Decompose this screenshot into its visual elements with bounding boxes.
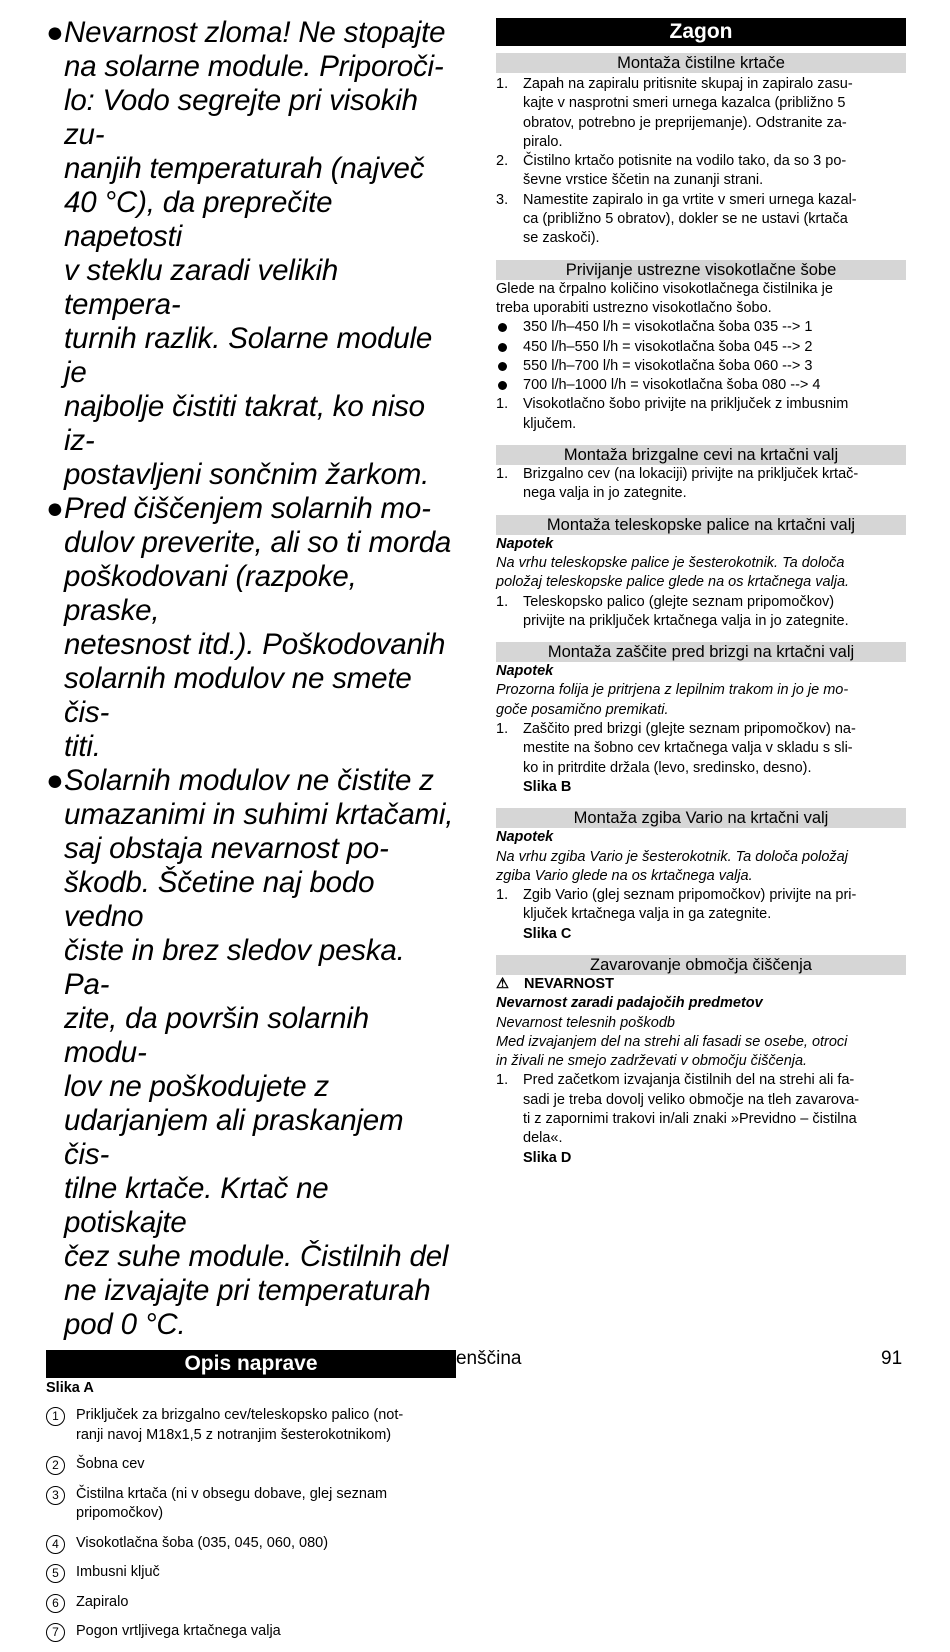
note-label: Napotek xyxy=(496,829,554,846)
danger-label: ⚠ NEVARNOST xyxy=(496,975,906,994)
legend-item: 3 Čistilna krtača (ni v obsegu dobave, glej seznam pripomočkov) xyxy=(46,1485,456,1524)
section-heading: Montaža teleskopske palice na krtačni valj xyxy=(496,515,906,535)
legend-number: 3 xyxy=(46,1486,65,1505)
paragraph: treba uporabiti ustrezno visokotlačno šobo. xyxy=(496,299,772,316)
figure-label: Slika C xyxy=(523,925,572,942)
legend-item: 1 Priključek za brizgalno cev/teleskopsko palico (not- ranji navoj M18x1,5 z notranjim šesterokotnikom) xyxy=(46,1406,456,1445)
section-heading: Zavarovanje območja čiščenja xyxy=(496,955,906,975)
step-item: 2. Čistilno krtačo potisnite na vodilo tako, da so 3 po- ševne vrstice ščetin na zunanji strani. xyxy=(496,153,847,189)
warning-item: ● Solarnih modulov ne čistite z umazanimi in suhimi krtačami, saj obstaja nevarnost po- škodb. Ščetine naj bodo vedno čiste in brez sledov peska. Pa- zite, da površin solarnih modu- lov ne poškodujete z udarjanjem ali praskanjem čis- tilne krtače. Krtač ne potiskajte čez suhe module. Čistilnih del ne izvajajte pri temperaturah pod 0 °C. xyxy=(46,764,454,1341)
footer-language: Slovenščina xyxy=(419,1348,522,1369)
step-item: 1. Brizgalno cev (na lokaciji) privijte na priključek krtač- nega valja in jo zategnite. xyxy=(496,466,859,502)
page-number: 91 xyxy=(881,1348,903,1369)
bullet-icon: ● xyxy=(46,492,64,525)
legend-number: 5 xyxy=(46,1564,65,1583)
safety-warnings xyxy=(46,16,456,1342)
step-item: 1. Zaščito pred brizgi (glejte seznam pripomočkov) na- mestite na šobno cev krtačnega valja v skladu s sli- ko in pritrdite držala (levo, sredinsko, desno). xyxy=(496,721,856,776)
step-item: 1. Visokotlačno šobo privijte na priključek z imbusnim ključem. xyxy=(496,396,849,432)
legend-item: 5 Imbusni ključ xyxy=(46,1563,456,1583)
startup-heading: Zagon xyxy=(496,18,906,46)
list-item: 550 l/h–700 l/h = visokotlačna šoba 060 --> 3 xyxy=(496,357,906,376)
figure-label: Slika A xyxy=(46,1380,94,1396)
list-item: 700 l/h–1000 l/h = visokotlačna šoba 080 --> 4 xyxy=(496,376,906,395)
paragraph: Med izvajanjem del na strehi ali fasadi se osebe, otroci xyxy=(496,1033,848,1050)
section-heading: Montaža čistilne krtače xyxy=(496,53,906,73)
legend-item: 6 Zapiralo xyxy=(46,1593,456,1613)
section-heading: Montaža brizgalne cevi na krtačni valj xyxy=(496,445,906,465)
figure-label: Slika B xyxy=(523,778,572,795)
note-text: Na vrhu zgiba Vario je šesterokotnik. Ta določa položaj xyxy=(496,848,848,865)
legend-number: 2 xyxy=(46,1456,65,1475)
step-item: 1. Teleskopsko palico (glejte seznam pripomočkov) privijte na priključek krtačnega valja in jo zategnite. xyxy=(496,593,849,629)
danger-text: Nevarnost zaradi padajočih predmetov xyxy=(496,995,763,1012)
legend-number: 1 xyxy=(46,1407,65,1426)
legend-item: 7 Pogon vrtljivega krtačnega valja xyxy=(46,1622,456,1642)
section-heading: Montaža zaščite pred brizgi na krtačni valj xyxy=(496,642,906,662)
warning-item: ● Pred čiščenjem solarnih mo- dulov preverite, ali so ti morda poškodovani (razpoke, praske, netesnost itd.). Poškodovanih solarnih modulov ne smete čis- titi. xyxy=(46,492,452,763)
warning-item: ● Nevarnost zloma! Ne stopajte na solarne module. Priporoči- lo: Vodo segrejte pri visokih zu- nanjih temperaturah (največ 40 °C), da preprečite napetosti v steklu zaradi velikih tempera- turnih razlik. Solarne module je najbolje čistiti takrat, ko niso iz- postavljeni sončnim žarkom. xyxy=(46,16,446,491)
figure-label: Slika D xyxy=(523,1149,572,1166)
note-text: položaj teleskopske palice glede na os krtačnega valja. xyxy=(496,574,850,591)
note-text: Prozorna folija je pritrjena z lepilnim trakom in jo je mo- xyxy=(496,682,849,699)
legend-item: 4 Visokotlačna šoba (035, 045, 060, 080) xyxy=(46,1534,456,1554)
note-text: goče posamično premikati. xyxy=(496,701,669,718)
legend-number: 7 xyxy=(46,1623,65,1642)
list-item: 450 l/h–550 l/h = visokotlačna šoba 045 --> 2 xyxy=(496,338,906,357)
warning-icon: ⚠ xyxy=(496,975,509,992)
bullet-icon: ● xyxy=(46,16,64,49)
right-column xyxy=(496,18,906,1168)
bullet-icon: ● xyxy=(46,764,64,797)
step-item: 1. Zgib Vario (glej seznam pripomočkov) privijte na pri- ključek krtačnega valja in ga zategnite. xyxy=(496,887,857,923)
step-item: 3. Namestite zapiralo in ga vrtite v smeri urnega kazal- ca (približno 5 obratov), dokler se ne ustavi (krtača se zaskoči). xyxy=(496,191,857,247)
danger-text: Nevarnost telesnih poškodb xyxy=(496,1014,675,1031)
parts-legend xyxy=(46,1406,456,1642)
section-heading: Montaža zgiba Vario na krtačni valj xyxy=(496,808,906,828)
legend-number: 6 xyxy=(46,1594,65,1613)
step-item: 1. Zapah na zapiralu pritisnite skupaj in zapiralo zasu- kajte v nasprotni smeri urnega kazalca (približno 5 obratov, potrebno je preprijemanje). Odstranite za- piralo. xyxy=(496,76,853,150)
left-column xyxy=(46,0,456,1652)
step-item: 1. Pred začetkom izvajanja čistilnih del na strehi ali fa- sadi je treba dovolj veliko območje na tleh zavarova- ti z zapornimi trakovi in/ali znaki »Previdno – čistilna dela«. xyxy=(496,1072,860,1147)
note-text: Na vrhu teleskopske palice je šesterokotnik. Ta določa xyxy=(496,554,845,571)
device-description-heading: Opis naprave xyxy=(46,1350,456,1378)
paragraph: in živali ne smejo zadrževati v območju čiščenja. xyxy=(496,1053,808,1070)
list-item: 350 l/h–450 l/h = visokotlačna šoba 035 --> 1 xyxy=(496,318,906,337)
note-label: Napotek xyxy=(496,663,554,680)
legend-number: 4 xyxy=(46,1535,65,1554)
note-label: Napotek xyxy=(496,535,554,552)
note-text: zgiba Vario glede na os krtačnega valja. xyxy=(496,867,753,884)
legend-item: 2 Šobna cev xyxy=(46,1455,456,1475)
section-heading: Privijanje ustrezne visokotlačne šobe xyxy=(496,260,906,280)
paragraph: Glede na črpalno količino visokotlačnega čistilnika je xyxy=(496,280,833,297)
